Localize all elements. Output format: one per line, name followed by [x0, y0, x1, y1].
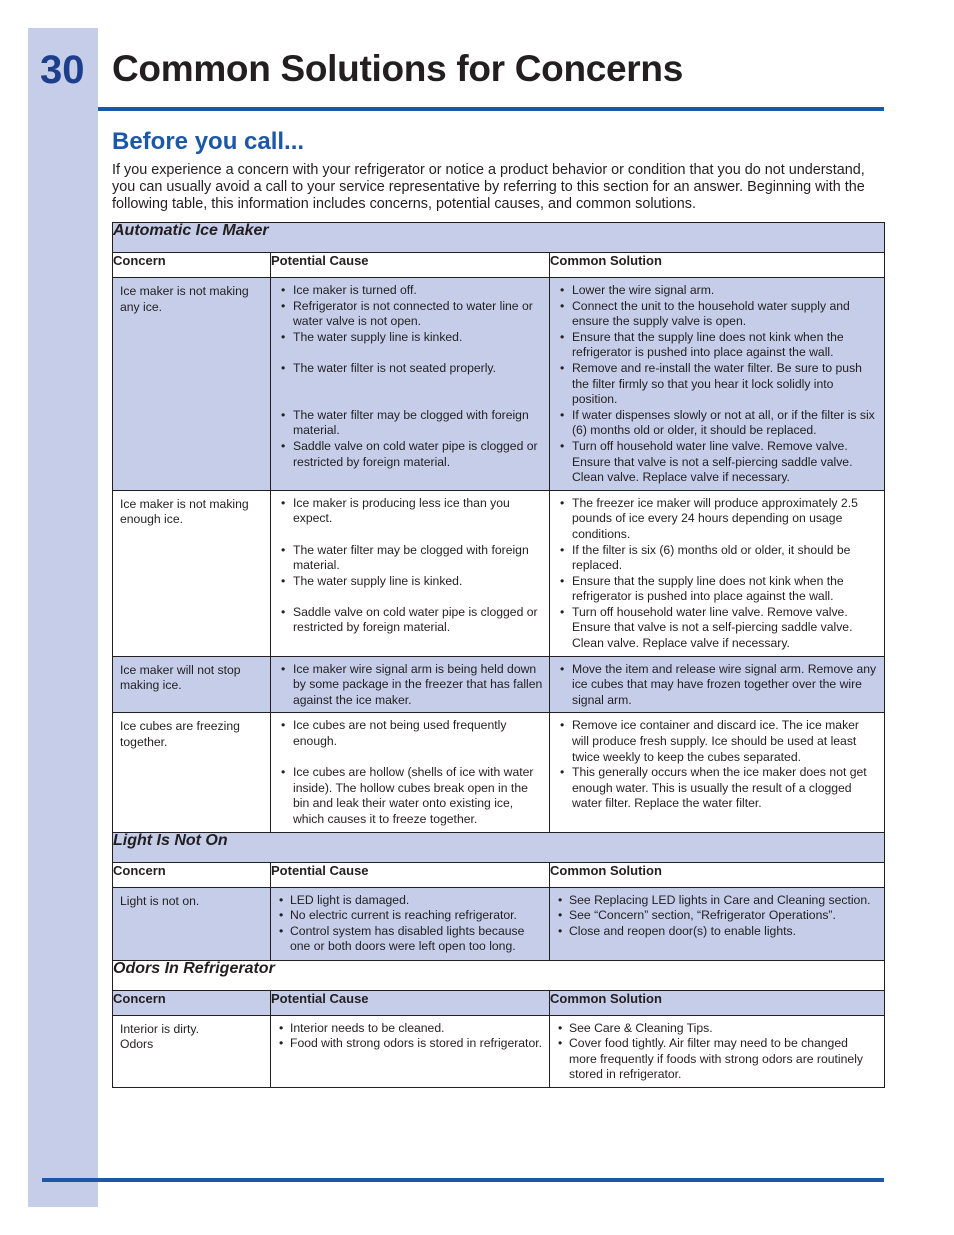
header-concern: Concern: [113, 253, 271, 278]
solution-cell: [550, 656, 885, 713]
cause-item: • The water supply line is kinked.: [277, 574, 543, 590]
solution-item: • Remove ice container and discard ice. The ice maker will produce fresh supply. Ice should be used at least twice weekly to keep the cubes separated.: [556, 718, 878, 765]
cause-cell: [271, 656, 550, 713]
solution-item: • Remove and re-install the water filter. Be sure to push the filter firmly so that you hear it lock solidly into position.: [556, 361, 878, 408]
concern-cell: Ice maker is not making enough ice.: [113, 490, 271, 656]
concern-line: Odors: [120, 1037, 154, 1052]
cause-item: • The water filter may be clogged with foreign material.: [277, 408, 543, 439]
section-row-ice-maker: [113, 223, 885, 253]
solution-item: • Cover food tightly. Air filter may need to be changed more frequently if foods with strong odors are routinely stored in refrigerator.: [556, 1036, 878, 1083]
concern-cell: Ice maker is not making any ice.: [113, 278, 271, 491]
section-title-ice-maker: Automatic Ice Maker: [113, 223, 885, 253]
header-row: [113, 253, 885, 278]
header-cause: Potential Cause: [271, 253, 550, 278]
concern-cell: Ice cubes are freezing together.: [113, 713, 271, 832]
header-cause: Potential Cause: [271, 862, 550, 887]
page-number: 30: [40, 48, 85, 92]
concern-cell: Light is not on.: [113, 887, 271, 960]
solution-cell: [550, 278, 885, 491]
table-row: [113, 1015, 885, 1087]
concern-cell: Ice maker will not stop making ice.: [113, 656, 271, 713]
solution-item: • Turn off household water line valve. Remove valve. Ensure that valve is not a self-piercing saddle valve. Clean valve. Replace valve if necessary.: [556, 605, 878, 652]
header-solution: Common Solution: [550, 862, 885, 887]
solution-item: • Connect the unit to the household water supply and ensure the supply valve is open.: [556, 299, 878, 330]
cause-cell: [271, 278, 550, 491]
intro-paragraph: If you experience a concern with your refrigerator or notice a product behavior or condition that you do not understand, you can usually avoid a call to your service representative by referring to this section for an answer. Beginning with the following table, this information includes concerns, potential causes, and common solutions.: [112, 162, 865, 212]
table-row: [113, 656, 885, 713]
bottom-rule: [42, 1178, 884, 1182]
solution-cell: [550, 887, 885, 960]
cause-item: • Interior needs to be cleaned.: [277, 1021, 543, 1037]
cause-item: • No electric current is reaching refrigerator.: [277, 908, 543, 924]
table-row: [113, 887, 885, 960]
concern-line: Interior is dirty.: [120, 1021, 200, 1036]
table-row: [113, 490, 885, 656]
concern-cell: [113, 1015, 271, 1087]
header-solution: Common Solution: [550, 990, 885, 1015]
solution-item: • See “Concern” section, “Refrigerator Operations”.: [556, 908, 878, 924]
solution-cell: [550, 1015, 885, 1087]
cause-item: • The water filter is not seated properly.: [277, 361, 543, 377]
header-concern: Concern: [113, 862, 271, 887]
cause-cell: [271, 713, 550, 832]
header-solution: Common Solution: [550, 253, 885, 278]
solution-item: • The freezer ice maker will produce approximately 2.5 pounds of ice every 24 hours depending on usage conditions.: [556, 496, 878, 543]
cause-item: • Food with strong odors is stored in refrigerator.: [277, 1036, 543, 1052]
cause-item: • Control system has disabled lights because one or both doors were left open too long.: [277, 924, 543, 955]
cause-item: • Ice maker is turned off.: [277, 283, 543, 299]
header-cause: Potential Cause: [271, 990, 550, 1015]
solution-item: • If water dispenses slowly or not at all, or if the filter is six (6) months old or older, it should be replaced.: [556, 408, 878, 439]
solution-item: • Turn off household water line valve. Remove valve. Ensure that valve is not a self-piercing saddle valve. Clean valve. Replace valve if necessary.: [556, 439, 878, 486]
table-row: [113, 713, 885, 832]
header-concern: Concern: [113, 990, 271, 1015]
solution-item: • Lower the wire signal arm.: [556, 283, 878, 299]
section-title-light: Light Is Not On: [113, 832, 885, 862]
page-title: Common Solutions for Concerns: [112, 48, 683, 89]
solution-item: • See Replacing LED lights in Care and Cleaning section.: [556, 893, 878, 909]
cause-item: • Refrigerator is not connected to water line or water valve is not open.: [277, 299, 543, 330]
cause-item: • The water supply line is kinked.: [277, 330, 543, 346]
cause-item: • Ice cubes are not being used frequently enough.: [277, 718, 543, 749]
side-band: [28, 28, 98, 1207]
section-row-odors: [113, 960, 885, 990]
cause-item: • Ice cubes are hollow (shells of ice with water inside). The hollow cubes break open in the bin and leak their water onto existing ice, which causes it to freeze together.: [277, 765, 543, 827]
cause-cell: [271, 490, 550, 656]
solution-item: • This generally occurs when the ice maker does not get enough water. This is usually the result of a clogged water filter. Replace the water filter.: [556, 765, 878, 812]
solution-item: • Ensure that the supply line does not kink when the refrigerator is pushed into place against the wall.: [556, 574, 878, 605]
solution-item: • Move the item and release wire signal arm. Remove any ice cubes that may have frozen together over the wire signal arm.: [556, 662, 878, 709]
cause-item: • Saddle valve on cold water pipe is clogged or restricted by foreign material.: [277, 439, 543, 470]
cause-item: • LED light is damaged.: [277, 893, 543, 909]
table-row: [113, 278, 885, 491]
header-row: [113, 862, 885, 887]
cause-item: • The water filter may be clogged with foreign material.: [277, 543, 543, 574]
cause-cell: [271, 887, 550, 960]
cause-item: • Saddle valve on cold water pipe is clogged or restricted by foreign material.: [277, 605, 543, 636]
title-rule: [98, 107, 884, 111]
cause-item: • Ice maker wire signal arm is being held down by some package in the freezer that has fallen against the ice maker.: [277, 662, 543, 709]
section-row-light: [113, 832, 885, 862]
section-title-odors: Odors In Refrigerator: [113, 960, 885, 990]
solution-item: • Close and reopen door(s) to enable lights.: [556, 924, 878, 940]
solution-item: • See Care & Cleaning Tips.: [556, 1021, 878, 1037]
cause-item: • Ice maker is producing less ice than you expect.: [277, 496, 543, 527]
solution-item: • Ensure that the supply line does not kink when the refrigerator is pushed into place against the wall.: [556, 330, 878, 361]
solution-cell: [550, 713, 885, 832]
cause-cell: [271, 1015, 550, 1087]
solution-item: • If the filter is six (6) months old or older, it should be replaced.: [556, 543, 878, 574]
solution-cell: [550, 490, 885, 656]
section-heading: Before you call...: [112, 128, 305, 155]
troubleshooting-table: [112, 222, 885, 1088]
header-row: [113, 990, 885, 1015]
